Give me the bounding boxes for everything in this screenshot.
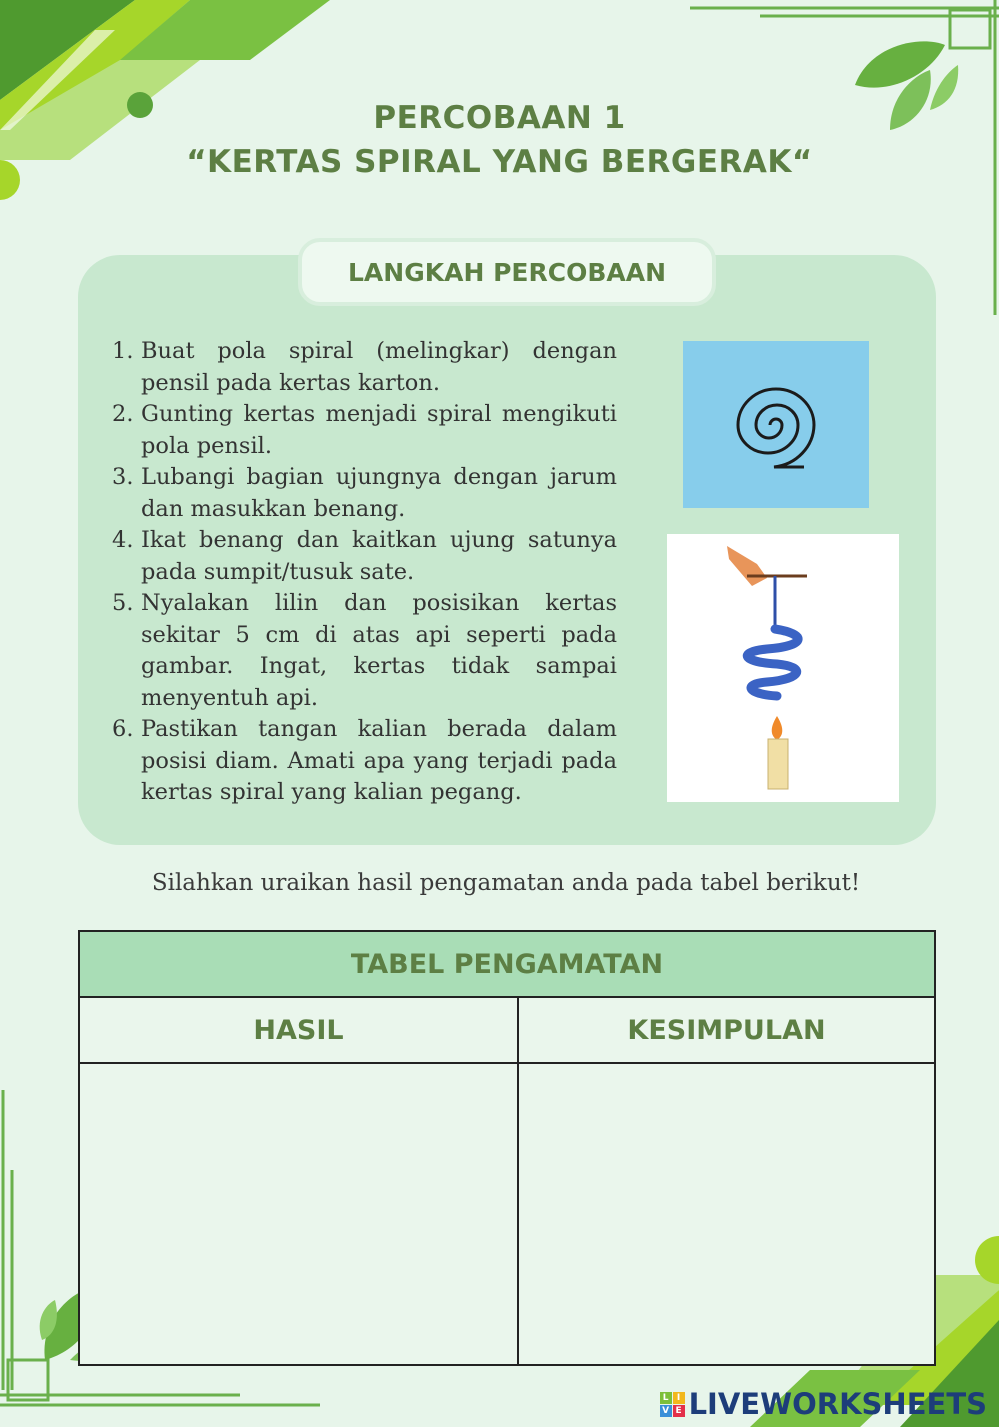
step-item <box>112 714 617 809</box>
step-item <box>112 336 617 399</box>
kesimpulan-input-cell[interactable] <box>518 1063 935 1365</box>
spiral-pattern-image <box>683 341 869 508</box>
step-item <box>112 462 617 525</box>
step-item <box>112 399 617 462</box>
logo-tile: L <box>660 1392 672 1404</box>
logo-text: LIVEWORKSHEETS <box>688 1387 987 1421</box>
step-number: 2. <box>112 401 134 427</box>
step-number: 6. <box>112 716 134 742</box>
steps-list <box>112 336 617 809</box>
step-number: 5. <box>112 590 134 616</box>
logo-tile: E <box>673 1405 685 1417</box>
step-item <box>112 525 617 588</box>
logo-tile: V <box>660 1405 672 1417</box>
step-number: 3. <box>112 464 134 490</box>
instruction-text: Silahkan uraikan hasil pengamatan anda pada tabel berikut! <box>151 870 861 896</box>
step-number: 4. <box>112 527 134 553</box>
step-text: Pastikan tangan kalian berada dalam posisi diam. Amati apa yang terjadi pada kertas spiral yang kalian pegang. <box>141 716 617 805</box>
step-number: 1. <box>112 338 134 364</box>
hasil-input-cell[interactable] <box>79 1063 518 1365</box>
step-text: Lubangi bagian ujungnya dengan jarum dan masukkan benang. <box>141 464 617 522</box>
step-text: Gunting kertas menjadi spiral mengikuti pola pensil. <box>141 401 617 459</box>
observation-table <box>78 930 936 1366</box>
title-line-2: “KERTAS SPIRAL YANG BERGERAK“ <box>186 144 813 180</box>
step-text: Buat pola spiral (melingkar) dengan pensil pada kertas karton. <box>141 338 617 396</box>
logo-tile: I <box>673 1392 685 1404</box>
steps-heading: LANGKAH PERCOBAAN <box>298 238 716 306</box>
step-text: Nyalakan lilin dan posisikan kertas sekitar 5 cm di atas api seperti pada gambar. Ingat, kertas tidak sampai menyentuh api. <box>141 590 617 711</box>
spiral-candle-image <box>667 534 899 802</box>
title-line-1: PERCOBAAN 1 <box>373 100 626 136</box>
logo-tiles-icon <box>660 1392 685 1417</box>
table-title: TABEL PENGAMATAN <box>79 931 935 997</box>
page-title <box>0 96 999 184</box>
step-text: Ikat benang dan kaitkan ujung satunya pada sumpit/tusuk sate. <box>141 527 617 585</box>
step-item <box>112 588 617 714</box>
liveworksheets-logo <box>660 1387 987 1421</box>
column-header-kesimpulan: KESIMPULAN <box>518 997 935 1063</box>
column-header-hasil: HASIL <box>79 997 518 1063</box>
